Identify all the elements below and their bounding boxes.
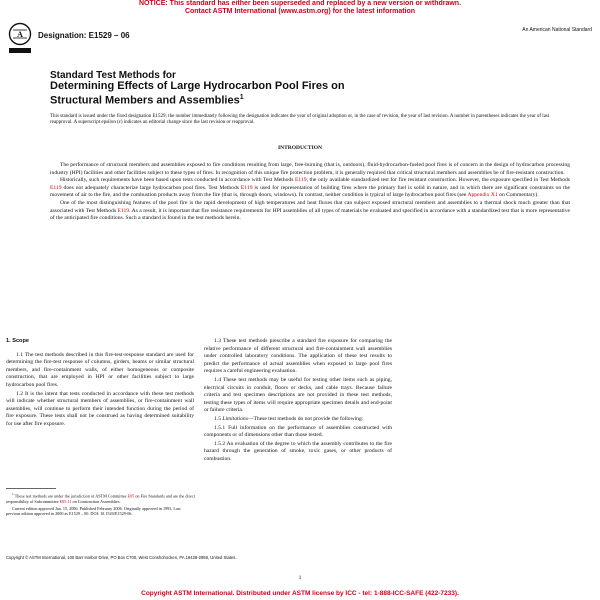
section-1-5-2: 1.5.2 An evaluation of the degree to which the assembly contributes to the fire hazard through the generation of smoke, toxic gases, or other products of combustion. [204,440,392,462]
footnote-1: $^1$ These test methods are under the jurisdiction of ASTM Committee E05 on Fire Standards and are the direct responsibility of Subcommittee E05.11 on Construction Assemblies. [6,492,195,504]
section-1-5-1: 1.5.1 Full information on the performance of assemblies constructed with components or of dimensions other than those tested. [204,424,392,439]
introduction-heading: INTRODUCTION [277,145,322,151]
notice-line-2: Contact ASTM International (www.astm.org) for the latest information [184,8,416,15]
license-notice: Copyright ASTM International. Distributed under ASTM license by ICC - tel: 1-888-ICC-SAFE (422-7233). [141,590,459,597]
notice-line-1: NOTICE: This standard has either been superseded and replaced by a new version or withdrawn. [138,0,462,7]
intro-paragraph-3: One of the most distinguishing features of the pool fire is the rapid development of high temperatures and heat fluxes that can subject exposed structural members and assemblies to a thermal shock much greater than that associated with Test Methods E119. As a result, it is important that fire resistance requirements for HPI assemblies of all types of materials be evaluated and specified in accordance with a standardized test that is more representative of the anticipated fire conditions. Such a standard is found in the test methods herein. [50,199,570,222]
link-e119[interactable]: E119 [240,184,253,191]
section-1-4: 1.4 These test methods may be useful for testing other items such as piping, electrical circuits in conduit, floors or decks, and cable trays. Because failure criteria and test specimen descriptions are not provided in these test methods, testing these types of items will require appropriate specimen details and end-point or failure criteria. [204,376,392,414]
issuance-note: This standard is issued under the fixed designation E1529; the number immediately following the designation indicates the year of original adoption or, in the case of revision, the year of last revision. A number in parentheses indicates the year of last reapproval. A superscript epsilon (ε) indicates an editorial change since the last revision or reapproval. [50,114,550,126]
astm-logo [8,22,32,58]
intro-paragraph-2: Historically, such requirements have been based upon tests conducted in accordance with Test Methods E119, the only available standardized test for fire resistant construction. However, the exposure specified in Test Methods E119 does not adequately characterize large hydrocarbon pool fires. Test Methods E119 is used for representation of building fires where the primary fuel is solid in nature, and in which there are significant constraints on the movement of air to the fire, and the combustion products away from the fire (that is, through doors, windows). In contrast, neither condition is typical of large hydrocarbon pool fires (see Appendix X1 on Commentary). [50,177,570,199]
title-line-2: Determining Effects of Large Hydrocarbon Pool Fires on [50,80,345,92]
link-e05-11[interactable]: E05.11 [59,498,72,504]
supersede-notice [0,0,600,16]
footnote-edition: Current edition approved Jan. 15, 2006. Published February 2006. Originally approved in 1993. Last previous edition approved in 2000 as E1529 – 00. DOI: 10.1520/E1529-06. [6,505,181,517]
section-1-5: 1.5 Limitations—These test methods do not provide the following: [214,415,364,422]
designation: Designation: E1529 – 06 [38,31,130,40]
document-title [50,70,570,107]
link-e119[interactable]: E119 [117,207,130,214]
left-column [6,338,194,430]
introduction-body [50,162,570,223]
right-column [204,338,392,465]
american-national-standard-label: An American National Standard [522,27,592,33]
footnotes [6,492,196,518]
title-footnote-mark: 1 [239,94,244,101]
link-e05[interactable]: E05 [127,493,135,499]
intro-paragraph-1: The performance of structural members and assemblies exposed to fire conditions resulting from large, free-burning (that is, outdoors), fluid-hydrocarbon-fueled pool fires is of concern in the design of hydrocarbon processing industry (HPI) facilities and other facilities subject to these types of fires. In recognition of this unique fire protection problem, it is generally required that critical structural members and assemblies be of fire-resistant construction. [50,162,570,176]
section-1-2: 1.2 It is the intent that tests conducted in accordance with these test methods will indicate whether structural members of assemblies, or fire-containment wall assemblies, will continue to perform their intended function during the period of fire exposure. These tests shall not be construed as having determined suitability for use after fire exposure. [6,390,194,427]
title-line-1: Standard Test Methods for [50,70,176,81]
svg-text:A: A [17,30,23,39]
scope-heading: 1. Scope [6,338,30,344]
footnote-divider [6,488,56,489]
section-1-3: 1.3 These test methods prescribe a standard fire exposure for comparing the relative performance of different structural and fire-containment wall assemblies under controlled laboratory conditions. The application of these test results to predict the performance of actual assemblies when exposed to large pool fires requires a careful engineering evaluation. [204,338,392,375]
section-1-1: 1.1 The test methods described in this fire-test-response standard are used for determining the fire-test response of columns, girders, beams or similar structural members, and fire-containment walls, of either homogeneous or composite construction, that are employed in HPI or other facilities subject to large hydrocarbon pool fires. [6,351,194,388]
title-line-3: Structural Members and Assemblies$^1$ [50,94,244,107]
copyright-line: Copyright © ASTM International, 100 Barr Harbor Drive, PO Box C700, West Conshohocken, PA 19428-2959, United States. [6,555,237,560]
link-e119[interactable]: E119 [50,184,62,191]
link-appendix-x1[interactable]: Appendix X1 [467,192,498,199]
page-number: 1 [298,575,302,581]
link-e119[interactable]: E119 [294,177,307,184]
